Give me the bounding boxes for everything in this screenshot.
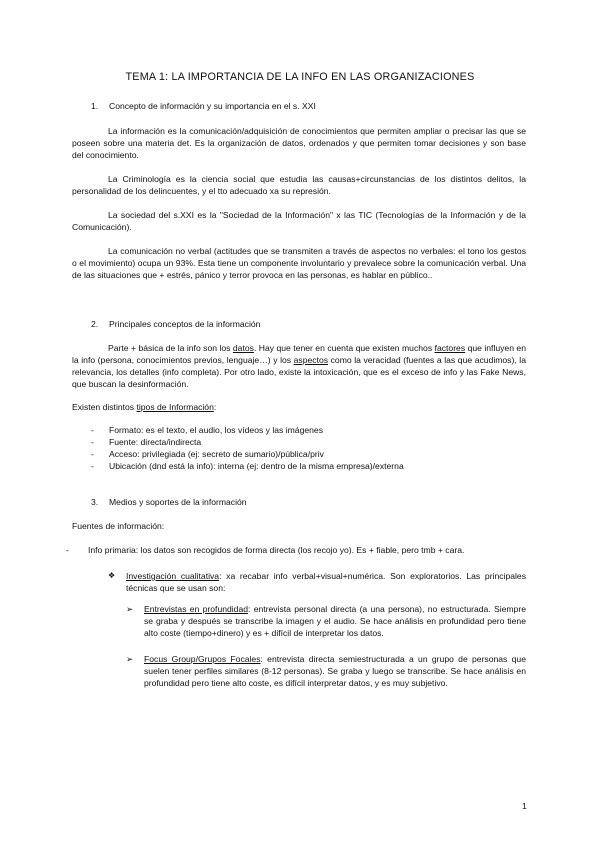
text-run: : entrevista directa semiestructurada a un grupo de personas que suelen tener perfiles similares (8-12 personas). Se graba y luego se transcribe. Se hace análisis en profundidad pero tiene alto coste, es difícil interpretar datos, y es muy subjetivo. bbox=[144, 654, 526, 688]
text-run: que influyen en la info (persona, conocimientos previos, lenguaje…) y los bbox=[72, 343, 526, 365]
underlined-term-tipos: tipos de Información bbox=[136, 402, 214, 412]
paragraph-datos bbox=[72, 342, 526, 390]
page-number: 1 bbox=[522, 801, 527, 811]
underlined-term-entrevistas: Entrevistas en profundidad bbox=[144, 604, 249, 614]
text-run: : xa recabar info verbal+visual+numérica. Son exploratorios. Las principales técnicas que se usan son: bbox=[126, 571, 527, 593]
section-title: Principales conceptos de la información bbox=[109, 319, 261, 329]
underlined-term-focus-group: Focus Group/Grupos Focales bbox=[144, 654, 261, 664]
arrow-bullet-icon: ➢ bbox=[126, 604, 134, 614]
list-item bbox=[91, 448, 404, 460]
paragraph-comunicacion-no-verbal: La comunicación no verbal (actitudes que se transmiten a través de aspectos no verbales: el tono los gestos o el movimiento) ocupa un 93%. Esta tiene un componente involuntario y prevalece sobre la comunicación verbal. Una de las situaciones que + estrés, pánico y terror provoca en las personas, es hablar en público.. bbox=[72, 246, 526, 280]
list-item-text: Formato: es el texto, el audio, los vídeos y las imágenes bbox=[109, 425, 323, 435]
list-item-text: Fuente: directa/indirecta bbox=[109, 437, 202, 447]
diamond-bullet-icon: ❖ bbox=[108, 571, 116, 580]
dash-marker: - bbox=[66, 545, 69, 555]
investigacion-cualitativa-item bbox=[108, 570, 526, 594]
text-run: Parte + básica de la info son los bbox=[108, 343, 233, 353]
section-title: Medios y soportes de la información bbox=[109, 497, 247, 507]
dash-marker: - bbox=[91, 437, 94, 447]
list-item-text: Ubicación (dnd está la info): interna (ej: dentro de la misma empresa)/externa bbox=[109, 461, 404, 471]
entrevistas-item bbox=[126, 603, 526, 639]
text-run: Existen distintos bbox=[72, 402, 137, 412]
tipos-informacion-list bbox=[91, 424, 404, 472]
section-number: 1. bbox=[91, 101, 99, 111]
list-item bbox=[91, 424, 404, 436]
underlined-term-factores: factores bbox=[434, 343, 466, 353]
paragraph-sociedad-info: La sociedad del s.XXI es la "Sociedad de la Información" x las TIC (Tecnologías de la Información y de la Comunicación). bbox=[72, 210, 526, 232]
focus-group-text bbox=[126, 653, 526, 689]
paragraph-criminologia: La Criminología es la ciencia social que estudia las causas+circunstancias de los distintos delitos, la personalidad de los delincuentes, y el tto adecuado xa su represión. bbox=[72, 174, 526, 196]
list-item bbox=[91, 460, 404, 472]
fuentes-heading: Fuentes de información: bbox=[72, 521, 165, 531]
paragraph-info-definition: La información es la comunicación/adquisición de conocimientos que permiten ampliar o precisar las que se poseen sobre una materia det. Es la organización de datos, ordenados y que permiten tomar decisiones y son base del conocimiento. bbox=[72, 126, 526, 160]
text-run: como la veracidad (fuentes a las que acudimos), la relevancia, los detalles (info completa). Por otro lado, existe la intoxicación, que es el exceso de info y las Fake News, que buscan la desinformación. bbox=[72, 355, 526, 389]
list-item bbox=[91, 436, 404, 448]
dash-marker: - bbox=[91, 449, 94, 459]
focus-group-item bbox=[126, 653, 526, 689]
underlined-term-cualitativa: Investigación cualitativa bbox=[126, 571, 220, 581]
entrevistas-text bbox=[126, 603, 526, 639]
investigacion-cualitativa-text bbox=[108, 570, 526, 594]
document-title: TEMA 1: LA IMPORTANCIA DE LA INFO EN LAS ORGANIZACIONES bbox=[125, 71, 475, 83]
underlined-term-datos: datos bbox=[232, 343, 254, 353]
info-primaria-text: Info primaria: los datos son recogidos de forma directa (los recojo yo). Es + fiable, pero tmb + cara. bbox=[88, 545, 465, 555]
text-run: : entrevista personal directa (a una persona), no estructurada. Siempre se graba y después se transcribe la imagen y el audio. Se hace análisis en profundidad pero tiene alto coste (tiempo+dinero) y es + difícil de interpretar los datos. bbox=[144, 604, 526, 638]
list-item-text: Acceso: privilegiada (ej: secreto de sumario)/pública/priv bbox=[109, 449, 324, 459]
section-number: 2. bbox=[91, 319, 99, 329]
section-number: 3. bbox=[91, 497, 99, 507]
section-title: Concepto de información y su importancia en el s. XXI bbox=[109, 101, 316, 111]
dash-marker: - bbox=[91, 461, 94, 471]
text-run: : bbox=[213, 402, 217, 412]
dash-marker: - bbox=[91, 425, 94, 435]
underlined-term-aspectos: aspectos bbox=[293, 355, 329, 365]
arrow-bullet-icon: ➢ bbox=[126, 654, 134, 664]
tipos-informacion-heading bbox=[72, 402, 216, 412]
text-run: . Hay que tener en cuenta que existen muchos bbox=[253, 343, 435, 353]
